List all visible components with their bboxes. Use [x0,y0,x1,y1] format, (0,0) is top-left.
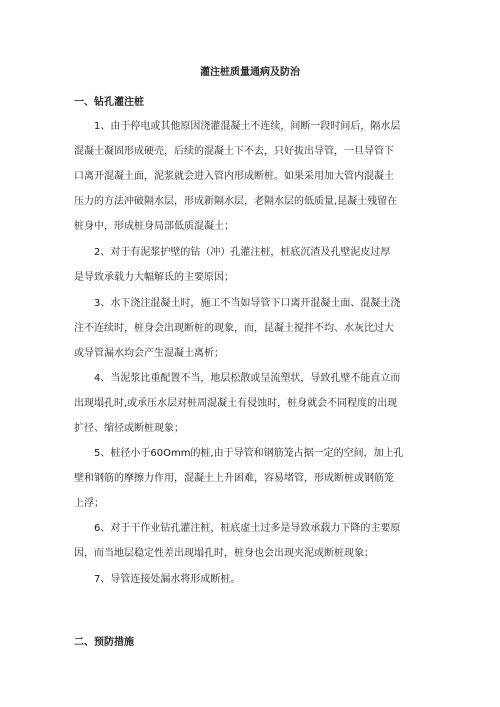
paragraph-line: 3、水下浇注混凝土时，施工不当如导管下口离开混凝土面、混凝土浇 [94,298,401,309]
section-heading-bored-pile: 一、钻孔灌注桩 [74,97,144,108]
paragraph-line: 注不连续时，桩身会出现断桩的现象，而，昆凝土搅拌不均、水灰比过大 [74,323,394,334]
document-title: 灌注桩质量通病及防治 [200,67,300,78]
paragraph-line: 出现塌孔时,或承压水层对桩周混凝土有侵蚀时，桩身就会不同程度的出现 [74,398,398,409]
paragraph-line: 7、导管连接处漏水将形成断桩。 [94,574,241,585]
paragraph-2 [74,240,430,290]
paragraph-line: 壁和钢筋的摩擦力作用，混凝土上升困难，容易堵管，形成断桩或钢筋笼 [74,473,394,484]
paragraph-line: 因，而当地层稳定性差出现塌孔时，桩身也会出现夹泥或断桩现象； [74,548,374,559]
paragraph-line: 混凝土凝固形成硬壳，后续的混凝土下不去，只好拔出导管，一旦导管下 [74,146,394,157]
paragraph-5 [74,441,430,516]
paragraph-line: 桩身中，形成桩身局部低质混凝土； [74,221,234,232]
paragraph-line: 上浮； [74,498,104,509]
paragraph-line: 扩径、缩径或断桩现象； [74,423,184,434]
paragraph-line: 口离开混凝土面，泥浆就会进入管内形成断桩。如果采用加大管内混凝土 [74,171,394,182]
paragraph-4 [74,366,430,441]
paragraph-7 [74,567,430,592]
section-heading-prevention: 二、预防措施 [74,637,134,648]
paragraph-line: 或导管漏水均会产生混凝土离析； [74,348,224,359]
paragraph-1 [74,114,430,239]
paragraph-3 [74,291,430,366]
paragraph-line: 1、由于停电或其他原因浇灌混凝土不连续，间断一段时间后，隔水层 [94,121,401,132]
paragraph-6 [74,516,430,566]
paragraph-line: 4、当泥浆比重配置不当，地层松散或呈流塑状，导致孔壁不能直立而 [94,373,401,384]
paragraph-line: 5、桩径小于60Omm的桩,由于导管和钢筋笼占据一定的空间，加上孔 [94,448,404,459]
paragraph-line: 压力的方法冲破隔水层，形成新隔水层，老隔水层的低质量,昆凝土残留在 [74,196,398,207]
paragraph-line: 2、对于有泥浆护壁的钻（冲）孔灌注桩，桩底沉渣及孔壁泥皮过厚 [94,247,391,258]
paragraph-line: 6、对于干作业钻孔灌注桩，桩底虚土过多是导致承载力下降的主要原 [94,523,401,534]
paragraph-line: 是导致承载力大幅解氐的主要原因； [74,272,234,283]
